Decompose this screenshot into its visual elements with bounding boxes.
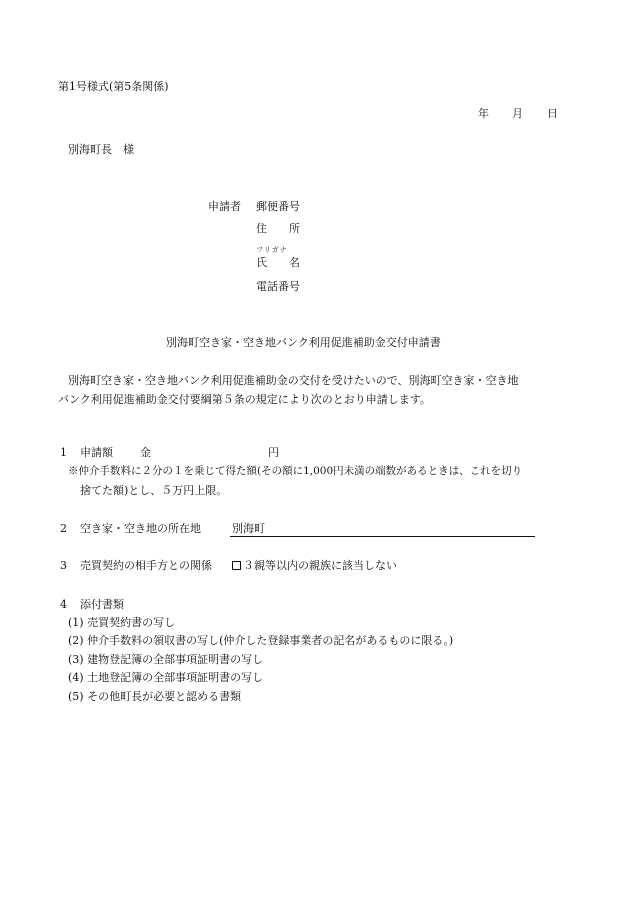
location-value: 別海町 — [232, 522, 265, 535]
date-day-label: 日 — [547, 107, 558, 120]
addressee: 別海町長 様 — [68, 143, 134, 156]
relation-checkbox[interactable] — [232, 561, 241, 570]
address-label: 住 所 — [256, 222, 300, 235]
location-underline — [230, 536, 535, 537]
postal-code-label: 郵便番号 — [256, 200, 300, 213]
attachment-item: (5) その他町長が必要と認める書類 — [68, 690, 242, 703]
applicant-label: 申請者 — [208, 200, 241, 213]
item3-label: 売買契約の相手方との関係 — [80, 559, 212, 572]
document-title: 別海町空き家・空き地バンク利用促進補助金交付申請書 — [166, 336, 441, 349]
item1-note-line-2: 捨てた額)とし、５万円上限。 — [80, 484, 228, 497]
item1-note-line-1: ※仲介手数料に２分の１を乗じて得た額(その額に1,000円未満の端数があるときは、これを切り — [68, 465, 523, 477]
item4-label: 添付書類 — [80, 598, 124, 611]
item4-number: 4 — [60, 598, 67, 611]
item2-number: 2 — [60, 522, 67, 535]
item1-number: 1 — [60, 446, 67, 459]
furigana-label: フリガナ — [256, 246, 288, 254]
attachment-item: (1) 売買契約書の写し — [68, 616, 176, 629]
item1-label: 申請額 — [80, 446, 113, 459]
item3-number: 3 — [60, 559, 67, 572]
date-year-label: 年 — [478, 107, 489, 120]
relation-checkbox-row — [232, 559, 397, 573]
intro-line-2: バンク利用促進補助金交付要綱第５条の規定により次のとおり申請します。 — [58, 393, 431, 406]
phone-label: 電話番号 — [256, 280, 300, 293]
attachment-item: (2) 仲介手数料の領収書の写し(仲介した登録事業者の記名があるものに限る。) — [68, 634, 454, 647]
item1-kin: 金 — [140, 446, 151, 459]
attachment-item: (4) 土地登記簿の全部事項証明書の写し — [68, 671, 264, 684]
item1-yen: 円 — [268, 446, 279, 459]
intro-line-1: 別海町空き家・空き地バンク利用促進補助金の交付を受けたいので、別海町空き家・空き地 — [68, 374, 519, 387]
form-number: 第1号様式(第5条関係) — [58, 80, 169, 93]
name-label: 氏 名 — [256, 256, 300, 269]
item2-label: 空き家・空き地の所在地 — [80, 522, 201, 535]
relation-checkbox-label: ３親等以内の親族に該当しない — [243, 559, 397, 572]
attachment-item: (3) 建物登記簿の全部事項証明書の写し — [68, 653, 264, 666]
date-month-label: 月 — [512, 107, 523, 120]
